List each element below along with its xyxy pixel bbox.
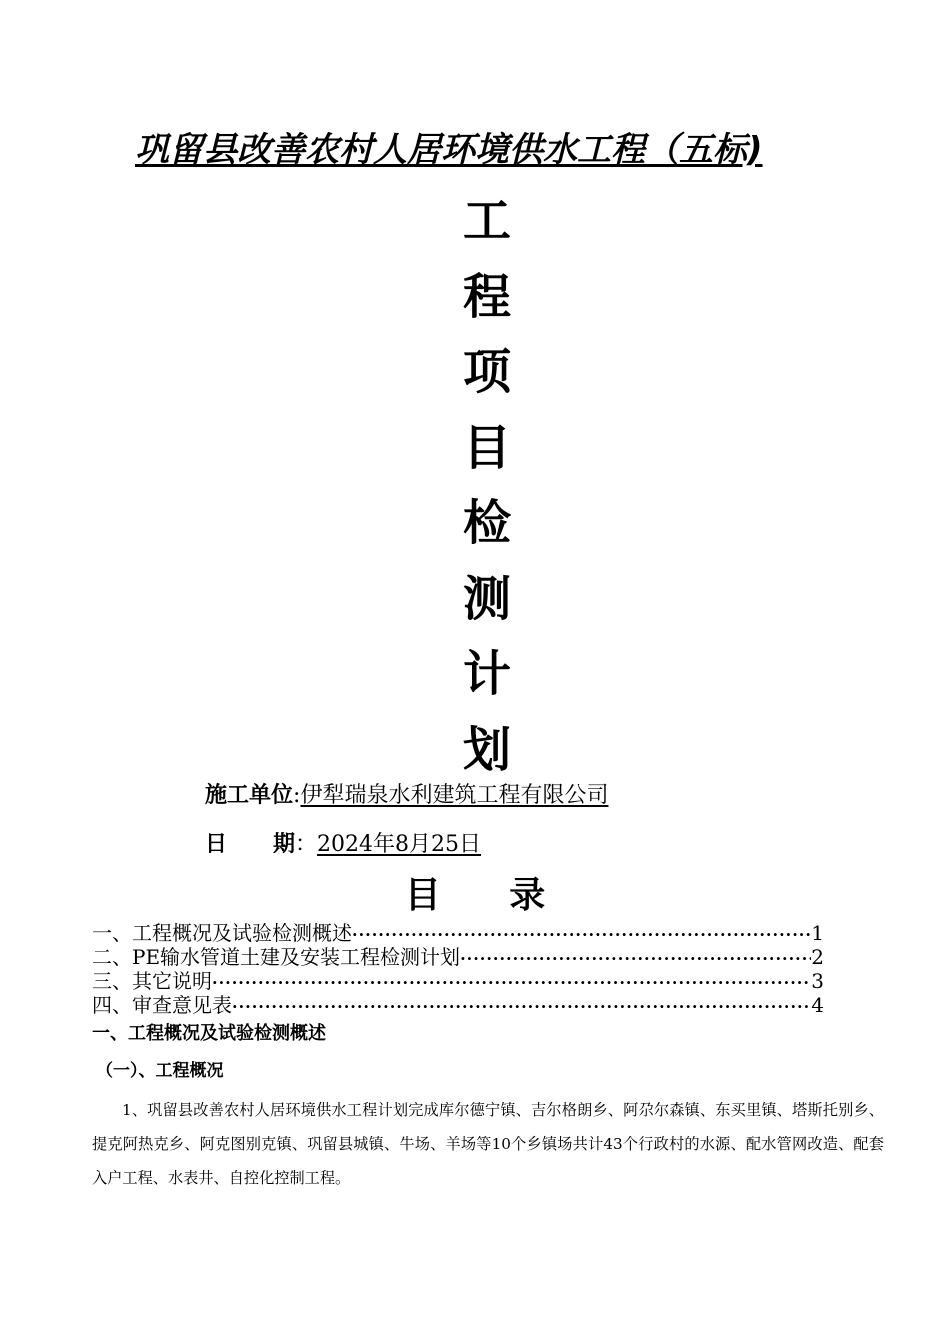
toc-leader-dots <box>352 923 811 947</box>
date-label-second: 期 <box>273 832 296 857</box>
toc-leader-dots <box>212 971 811 995</box>
construction-unit-label: 施工单位 <box>205 783 294 808</box>
plan-title-char: 检 <box>462 495 511 551</box>
plan-title-char: 工 <box>462 193 511 249</box>
plan-title-char: 测 <box>462 570 511 627</box>
date-value: 2024年8月25日 <box>317 832 482 857</box>
toc-heading: 目 录 <box>404 875 574 916</box>
construction-unit-row <box>205 780 608 812</box>
plan-title <box>437 184 537 788</box>
plan-title-char: 程 <box>462 268 511 325</box>
toc-item[interactable] <box>92 969 824 993</box>
date-separator: ： <box>295 832 318 857</box>
project-overview-paragraph: 1、巩留县改善农村人居环境供水工程计划完成库尔德宁镇、吉尔格朗乡、阿尕尔森镇、东买里镇、塔斯托别乡、提克阿热克乡、阿克图别克镇、巩留县城镇、牛场、羊场等10个乡镇场共计43个行政村的水源、配水管网改造、配套入户工程、水表井、自控化控制工程。 <box>92 1101 884 1187</box>
construction-unit-separator: : <box>293 783 301 808</box>
construction-unit-value: 伊犁瑞泉水利建筑工程有限公司 <box>300 783 609 808</box>
date-label-first: 日 <box>205 832 274 857</box>
toc-item-title: 四、审查意见表 <box>92 993 232 1017</box>
subsection-heading: （一）、工程概况 <box>96 1061 224 1081</box>
toc-item-page: 1 <box>811 921 824 945</box>
toc-item[interactable] <box>92 993 824 1017</box>
plan-title-char: 划 <box>462 721 511 778</box>
plan-title-char: 项 <box>462 344 511 400</box>
table-of-contents <box>92 921 824 1017</box>
toc-item-title: 三、其它说明 <box>92 969 212 993</box>
plan-title-char: 计 <box>462 646 511 702</box>
date-row <box>205 829 481 861</box>
toc-item-page: 3 <box>811 969 824 993</box>
toc-item-page: 2 <box>811 945 824 969</box>
toc-item[interactable] <box>92 945 824 969</box>
section-heading: 一、工程概况及试验检测概述 <box>92 1023 326 1044</box>
toc-item-title: 二、PE输水管道土建及安装工程检测计划 <box>92 945 461 969</box>
plan-title-char: 目 <box>462 419 511 476</box>
toc-leader-dots <box>232 995 811 1019</box>
toc-item[interactable] <box>92 921 824 945</box>
toc-leader-dots <box>460 947 811 971</box>
toc-item-title: 一、工程概况及试验检测概述 <box>92 921 352 945</box>
project-title: 巩留县改善农村人居环境供水工程（五标) <box>135 130 763 170</box>
toc-item-page: 4 <box>811 993 824 1017</box>
